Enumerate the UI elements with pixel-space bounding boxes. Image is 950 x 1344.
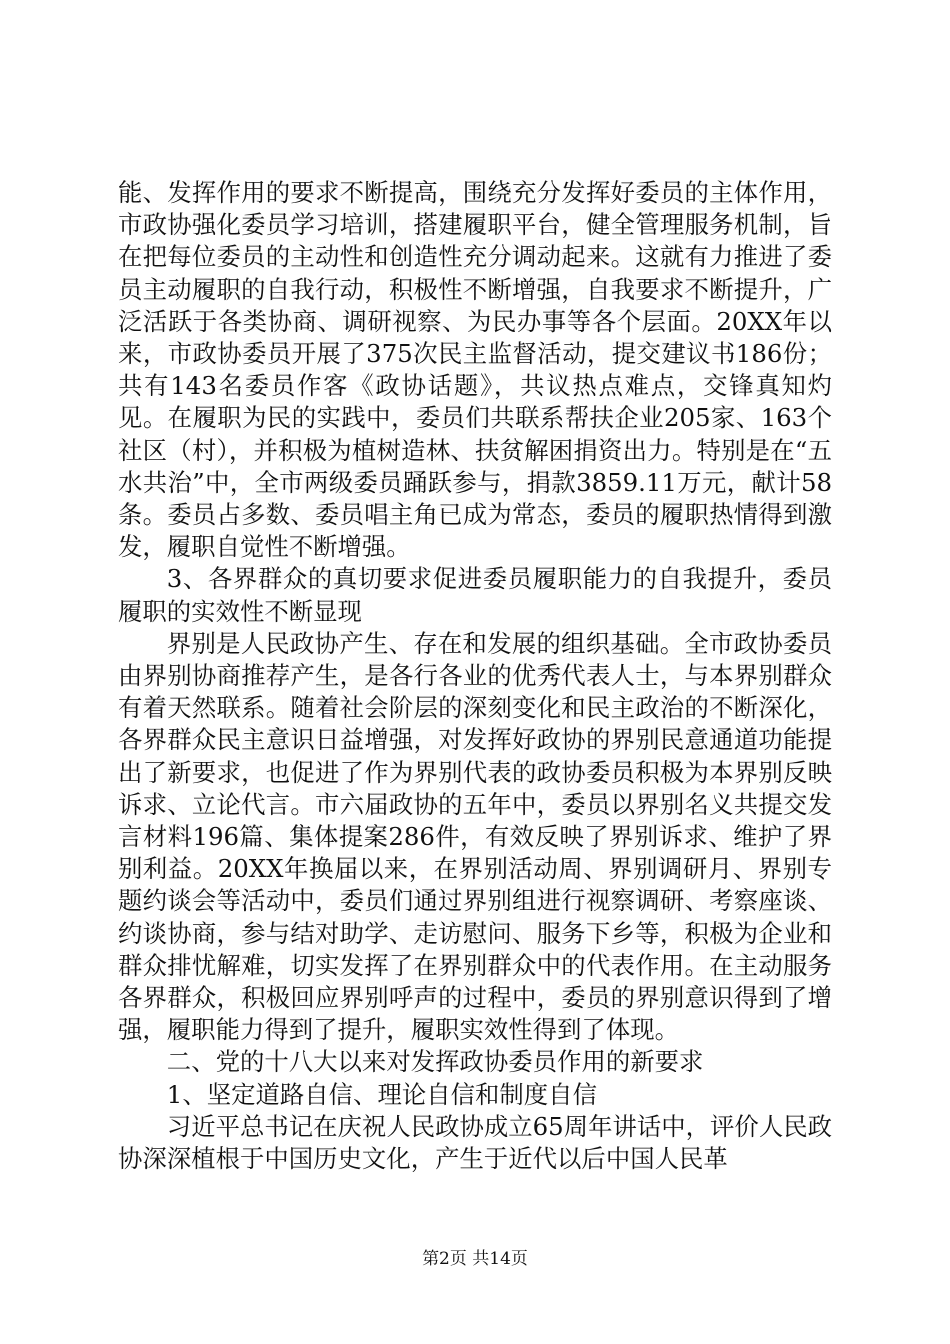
section-heading: 3、各界群众的真切要求促进委员履职能力的自我提升，委员履职的实效性不断显现 [118, 564, 832, 626]
section-heading: 1、坚定道路自信、理论自信和制度自信 [166, 1079, 597, 1109]
body-paragraph: 习近平总书记在庆祝人民政协成立65周年讲话中，评价人民政协深深植根于中国历史文化，产生于近代以后中国人民革 [118, 1111, 832, 1174]
page-number-footer: 第2页 共14页 [422, 1249, 528, 1269]
document-body [118, 177, 832, 1175]
body-paragraph: 能、发挥作用的要求不断提高，围绕充分发挥好委员的主体作用，市政协强化委员学习培训，搭建履职平台，健全管理服务机制，旨在把每位委员的主动性和创造性充分调动起来。这就有力推进了委员主动履职的自我行动，积极性不断增强，自我要求不断提升，广泛活跃于各类协商、调研视察、为民办事等各个层面。20XX年以来，市政协委员开展了375次民主监督活动，提交建议书186份；共有143名委员作客《政协话题》，共议热点难点，交锋真知灼见。在履职为民的实践中，委员们共联系帮扶企业205家、163个社区（村），并积极为植树造林、扶贫解困捐资出力。特别是在“五水共治”中，全市两级委员踊跃参与，捐款3859.11万元，献计58条。委员占多数、委员唱主角已成为常态，委员的履职热情得到激发，履职自觉性不断增强。 [118, 178, 832, 562]
chapter-heading: 二、党的十八大以来对发挥政协委员作用的新要求 [166, 1047, 704, 1077]
body-paragraph: 界别是人民政协产生、存在和发展的组织基础。全市政协委员由界别协商推荐产生，是各行各业的优秀代表人士，与本界别群众有着天然联系。随着社会阶层的深刻变化和民主政治的不断深化，各界群众民主意识日益增强，对发挥好政协的界别民意通道功能提出了新要求，也促进了作为界别代表的政协委员积极为本界别反映诉求、立论代言。市六届政协的五年中，委员以界别名义共提交发言材料196篇、集体提案286件，有效反映了界别诉求、维护了界别利益。20XX年换届以来，在界别活动周、界别调研月、界别专题约谈会等活动中，委员们通过界别组进行视察调研、考察座谈、约谈协商，参与结对助学、走访慰问、服务下乡等，积极为企业和群众排忧解难，切实发挥了在界别群众中的代表作用。在主动服务各界群众，积极回应界别呼声的过程中，委员的界别意识得到了增强，履职能力得到了提升，履职实效性得到了体现。 [118, 628, 832, 1045]
